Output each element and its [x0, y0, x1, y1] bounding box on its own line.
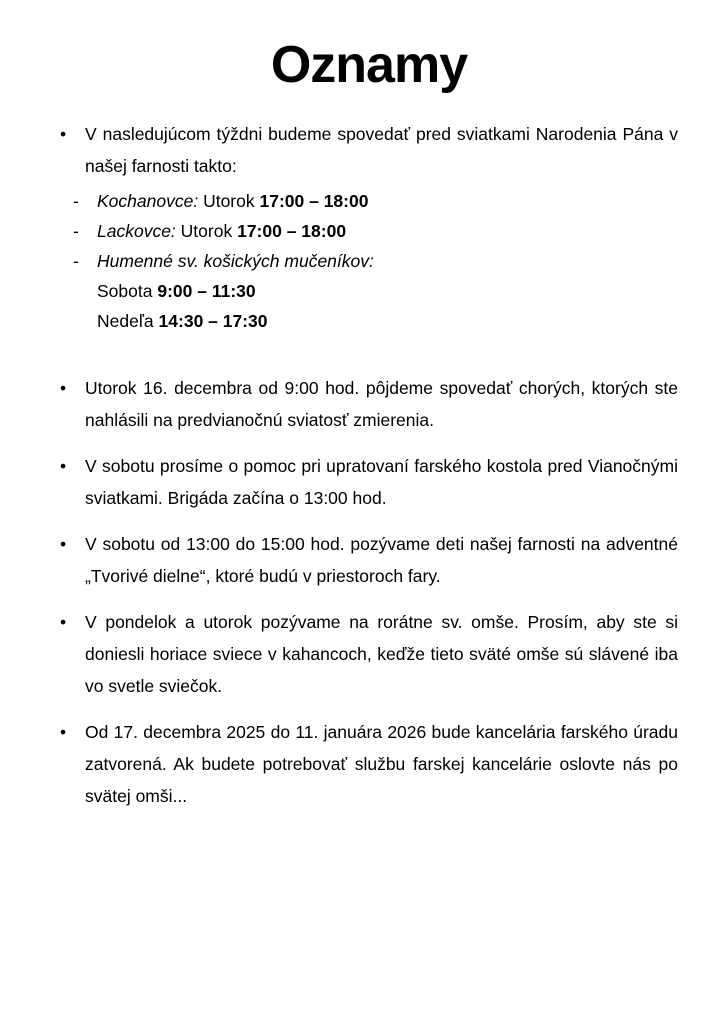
announcement-office-closed	[60, 716, 678, 812]
confession-intro: V nasledujúcom týždni budeme spovedať pred sviatkami Narodenia Pána v našej farnosti takto:	[85, 123, 678, 176]
schedule-time: 14:30 – 17:30	[158, 310, 268, 331]
schedule-time: 17:00 – 18:00	[259, 190, 369, 211]
schedule-row-kochanovce	[73, 186, 678, 216]
schedule-day: Nedeľa	[97, 310, 154, 331]
schedule-entry	[97, 186, 368, 216]
schedule-entry	[97, 306, 268, 336]
dash-marker: -	[73, 190, 79, 211]
bullet-marker: •	[60, 377, 67, 398]
dash-marker: -	[73, 250, 79, 271]
confession-schedule	[73, 186, 678, 336]
dash-marker: -	[73, 220, 79, 241]
place-name: Lackovce:	[97, 220, 176, 241]
announcement-body	[85, 372, 678, 436]
place-name: Humenné sv. košických mučeníkov:	[97, 250, 374, 271]
schedule-entry	[97, 276, 256, 306]
bullet-marker: •	[60, 721, 67, 742]
announcement-body	[85, 450, 678, 514]
announcement-body	[85, 716, 678, 812]
bullet-marker: •	[60, 455, 67, 476]
schedule-day: Utorok	[203, 190, 255, 211]
bullet-marker: •	[60, 123, 67, 144]
announcement-text: V sobotu prosíme o pomoc pri upratovaní farského kostola pred Vianočnými sviatkami. Brigáda začína o 13:00 hod.	[85, 455, 678, 508]
schedule-row-humenne	[73, 246, 678, 276]
document-title: Oznamy	[270, 36, 468, 94]
announcement-church-cleaning	[60, 450, 678, 514]
announcement-text: Od 17. decembra 2025 do 11. januára 2026 bude kancelária farského úradu zatvorená. Ak budete potrebovať službu farskej kancelárie oslovte nás po svätej omši...	[85, 721, 678, 806]
schedule-row-humenne-saturday	[73, 276, 678, 306]
place-name: Kochanovce:	[97, 190, 199, 211]
announcement-sick-confession	[60, 372, 678, 436]
announcement-text: V pondelok a utorok pozývame na rorátne sv. omše. Prosím, aby ste si doniesli horiace sviece v kahancoch, keďže tieto sväté omše sú slávené iba vo svetle sviečok.	[85, 611, 678, 696]
schedule-entry	[97, 216, 346, 246]
announcement-confession	[60, 118, 678, 336]
announcements-list	[60, 118, 678, 812]
schedule-day: Sobota	[97, 280, 153, 301]
announcement-body	[85, 606, 678, 702]
announcement-body	[73, 118, 678, 336]
announcement-rorate-masses	[60, 606, 678, 702]
bullet-marker: •	[60, 533, 67, 554]
announcement-text: V sobotu od 13:00 do 15:00 hod. pozývame deti našej farnosti na adventné „Tvorivé dielne“, ktoré budú v priestoroch fary.	[85, 533, 678, 586]
bullet-marker: •	[60, 611, 67, 632]
schedule-day: Utorok	[180, 220, 233, 241]
announcement-text: Utorok 16. decembra od 9:00 hod. pôjdeme spovedať chorých, ktorých ste nahlásili na predvianočnú sviatosť zmierenia.	[85, 377, 678, 430]
announcement-body	[85, 528, 678, 592]
schedule-time: 17:00 – 18:00	[237, 220, 347, 241]
schedule-row-humenne-sunday	[73, 306, 678, 336]
announcement-creative-workshops	[60, 528, 678, 592]
schedule-entry	[97, 246, 374, 276]
schedule-time: 9:00 – 11:30	[157, 280, 256, 301]
schedule-row-lackovce	[73, 216, 678, 246]
